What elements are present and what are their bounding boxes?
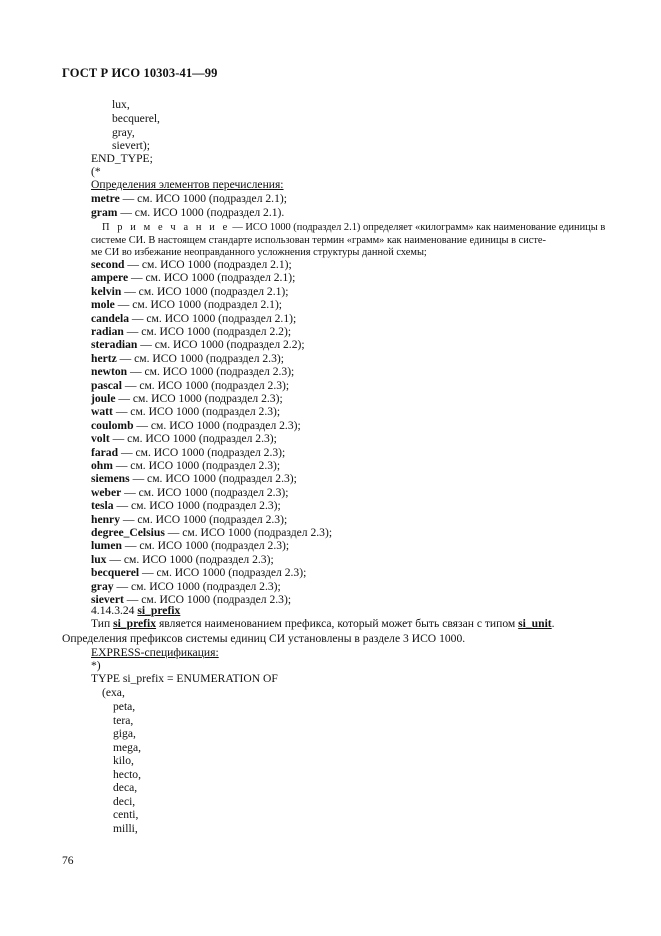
definition-separator: — см. ИСО 1000 bbox=[120, 205, 204, 219]
paragraph-line-2: Определения префиксов системы единиц СИ установлены в разделе 3 ИСО 1000. bbox=[62, 632, 466, 645]
definition-separator: — см. ИСО 1000 bbox=[124, 485, 208, 499]
definition-term: tesla bbox=[91, 499, 114, 513]
definition-term: mole bbox=[91, 298, 115, 312]
definition-separator: — см. ИСО 1000 bbox=[142, 566, 226, 580]
definition-row bbox=[91, 379, 289, 392]
definition-separator: — см. ИСО 1000 bbox=[109, 552, 193, 566]
prefix-item: tera, bbox=[113, 713, 134, 727]
definition-separator: — см. ИСО 1000 bbox=[120, 445, 205, 459]
definition-separator: — см. ИСО 1000 bbox=[117, 298, 202, 312]
definition-reference: (подраздел 2.3); bbox=[195, 552, 274, 566]
definition-term: steradian bbox=[91, 338, 138, 352]
definition-reference: (подраздел 2.3); bbox=[198, 432, 277, 446]
definition-reference: (подраздел 2.1); bbox=[218, 311, 297, 325]
definition-reference: (подраздел 2.3); bbox=[202, 499, 281, 513]
definition-reference: (подраздел 2.1); bbox=[210, 284, 289, 298]
definition-reference: (подраздел 2.3); bbox=[222, 418, 301, 432]
definition-row bbox=[91, 486, 288, 499]
definition-term: volt bbox=[91, 432, 110, 446]
page-number: 76 bbox=[62, 855, 74, 867]
definition-term: coulomb bbox=[91, 418, 134, 432]
definition-separator: — см. ИСО 1000 bbox=[115, 405, 200, 419]
definition-separator: — см. ИСО 1000 bbox=[126, 325, 211, 338]
code-line: lux, bbox=[112, 98, 130, 111]
definition-separator: — см. ИСО 1000 bbox=[122, 512, 207, 526]
prefix-item: mega, bbox=[113, 740, 142, 754]
definition-row bbox=[91, 566, 306, 579]
definition-reference: (подраздел 2.3); bbox=[216, 365, 295, 379]
definition-term: ampere bbox=[91, 271, 129, 285]
definition-row bbox=[91, 539, 289, 552]
code-line: becquerel, bbox=[112, 112, 160, 125]
definition-separator: — см. ИСО 1000 bbox=[136, 418, 220, 432]
definition-term: weber bbox=[91, 485, 122, 499]
definition-row bbox=[91, 526, 332, 539]
paragraph-line-1: Тип si_prefix является наименованием префикса, который может быть связан с типом si_unit. bbox=[91, 617, 555, 630]
definition-term: lumen bbox=[91, 539, 122, 553]
definition-term: pascal bbox=[91, 378, 122, 392]
definition-reference: (подраздел 2.2); bbox=[213, 325, 292, 338]
code-line: (* bbox=[91, 165, 101, 178]
code-line: TYPE si_prefix = ENUMERATION OF bbox=[91, 672, 278, 685]
definition-reference: (подраздел 2.3); bbox=[211, 539, 290, 553]
definition-row bbox=[91, 432, 277, 445]
note-line-3: ме СИ во избежание неоправданного усложнения структуры данной схемы; bbox=[91, 247, 427, 258]
definition-separator: — см. ИСО 1000 bbox=[131, 311, 216, 325]
definition-separator: — см. ИСО 1000 bbox=[112, 432, 196, 446]
definition-row bbox=[91, 499, 281, 512]
definition-term: degree_Celsius bbox=[91, 526, 165, 539]
definition-term: farad bbox=[91, 445, 119, 459]
definition-separator: — см. ИСО 1000 bbox=[131, 271, 215, 285]
definition-reference: (подраздел 2.3); bbox=[213, 593, 292, 606]
definition-row bbox=[91, 459, 280, 472]
definition-term: sievert bbox=[91, 593, 124, 606]
definition-row bbox=[91, 513, 287, 526]
definition-row bbox=[91, 325, 291, 338]
definition-reference: (подраздел 2.3); bbox=[207, 445, 286, 459]
definition-term: lux bbox=[91, 552, 107, 566]
definition-separator: — см. ИСО 1000 bbox=[116, 579, 200, 593]
definition-separator: — см. ИСО 1000 bbox=[118, 392, 202, 405]
prefix-item: giga, bbox=[113, 727, 136, 740]
definition-separator: — см. ИСО 1000 bbox=[124, 284, 208, 298]
definition-term: ohm bbox=[91, 459, 113, 472]
definition-reference: (подраздел 2.1); bbox=[203, 298, 283, 312]
definition-term: candela bbox=[91, 311, 130, 325]
section-heading: 4.14.3.24 si_prefix bbox=[91, 604, 181, 617]
code-line: END_TYPE; bbox=[91, 152, 153, 165]
definition-separator: — см. ИСО 1000 bbox=[124, 539, 209, 553]
definition-row bbox=[91, 285, 288, 298]
definition-term: siemens bbox=[91, 472, 130, 486]
code-line: sievert); bbox=[112, 139, 150, 152]
definition-term: newton bbox=[91, 365, 128, 379]
definition-reference: (подраздел 2.3); bbox=[205, 351, 284, 365]
code-line: gray, bbox=[112, 126, 135, 139]
definition-reference: (подраздел 2.2); bbox=[226, 338, 305, 352]
definition-separator: — см. ИСО 1000 bbox=[132, 472, 216, 486]
definition-row bbox=[91, 192, 287, 205]
note-label: П р и м е ч а н и е bbox=[102, 222, 230, 233]
definition-reference: (подраздел 2.1); bbox=[213, 258, 292, 271]
prefix-item: deca, bbox=[113, 781, 138, 794]
definition-term: metre bbox=[91, 192, 120, 205]
prefix-item: hecto, bbox=[113, 767, 142, 781]
definition-reference: (подраздел 2.3); bbox=[202, 579, 281, 593]
definition-reference: (подраздел 2.3); bbox=[218, 472, 297, 486]
definition-row bbox=[91, 258, 292, 271]
definition-row bbox=[91, 206, 284, 219]
definition-term: radian bbox=[91, 325, 124, 338]
definition-reference: (подраздел 2.3); bbox=[210, 485, 289, 499]
definition-reference: (подраздел 2.3); bbox=[209, 512, 288, 526]
definition-row bbox=[91, 446, 285, 459]
definition-reference: (подраздел 2.1); bbox=[208, 192, 287, 205]
definition-row bbox=[91, 392, 283, 405]
definition-row bbox=[91, 405, 280, 418]
definition-row bbox=[91, 352, 284, 365]
definition-separator: — см. ИСО 1000 bbox=[115, 459, 200, 472]
code-line: *) bbox=[91, 659, 101, 672]
definition-reference: (подраздел 2.1). bbox=[206, 205, 285, 219]
definition-term: kelvin bbox=[91, 284, 122, 298]
express-heading: EXPRESS-спецификация: bbox=[91, 646, 219, 659]
definition-separator: — см. ИСО 1000 bbox=[122, 192, 206, 205]
prefix-item: milli, bbox=[113, 821, 138, 835]
prefix-item: peta, bbox=[113, 700, 136, 713]
prefix-item: deci, bbox=[113, 794, 136, 808]
definition-row bbox=[91, 271, 295, 284]
definition-term: hertz bbox=[91, 351, 117, 365]
definition-row bbox=[91, 472, 297, 485]
definition-term: joule bbox=[91, 392, 116, 405]
prefix-item: centi, bbox=[113, 808, 139, 821]
definition-separator: — см. ИСО 1000 bbox=[129, 365, 214, 379]
definition-term: becquerel bbox=[91, 566, 140, 580]
definition-reference: (подраздел 2.3); bbox=[204, 392, 283, 405]
definition-term: second bbox=[91, 258, 125, 271]
definition-row bbox=[91, 298, 282, 311]
code-line: (exa, bbox=[102, 686, 125, 699]
definition-separator: — см. ИСО 1000 bbox=[167, 526, 252, 539]
page-header: ГОСТ Р ИСО 10303-41—99 bbox=[62, 66, 218, 80]
definition-term: gram bbox=[91, 205, 118, 219]
definition-reference: (подраздел 2.3); bbox=[254, 526, 333, 539]
definition-term: watt bbox=[91, 405, 113, 419]
definition-row bbox=[91, 580, 281, 593]
definition-reference: (подраздел 2.1); bbox=[217, 271, 296, 285]
definition-row bbox=[91, 365, 294, 378]
definition-separator: — см. ИСО 1000 bbox=[126, 593, 211, 606]
definition-separator: — см. ИСО 1000 bbox=[119, 351, 203, 365]
definition-separator: — см. ИСО 1000 bbox=[140, 338, 224, 352]
definition-row bbox=[91, 553, 274, 566]
definition-reference: (подраздел 2.3); bbox=[211, 378, 290, 392]
definition-reference: (подраздел 2.3); bbox=[228, 566, 307, 580]
definition-term: gray bbox=[91, 579, 114, 593]
definition-separator: — см. ИСО 1000 bbox=[116, 499, 200, 513]
note-line-1: П р и м е ч а н и е — ИСО 1000 (подраздел 2.1) определяет «килограмм» как наименование единицы в bbox=[102, 222, 606, 233]
definition-term: henry bbox=[91, 512, 120, 526]
definitions-heading: Определения элементов перечисления: bbox=[91, 178, 284, 191]
definition-row bbox=[91, 419, 301, 432]
definition-reference: (подраздел 2.3); bbox=[202, 405, 281, 419]
definition-row bbox=[91, 338, 305, 351]
definition-separator: — см. ИСО 1000 bbox=[127, 258, 211, 271]
note-line-2: системе СИ. В настоящем стандарте использован термин «грамм» как наименование единицы в систе- bbox=[91, 235, 546, 246]
prefix-item: kilo, bbox=[113, 754, 134, 767]
definition-reference: (подраздел 2.3); bbox=[202, 459, 281, 472]
definition-separator: — см. ИСО 1000 bbox=[124, 378, 209, 392]
definition-row bbox=[91, 312, 296, 325]
